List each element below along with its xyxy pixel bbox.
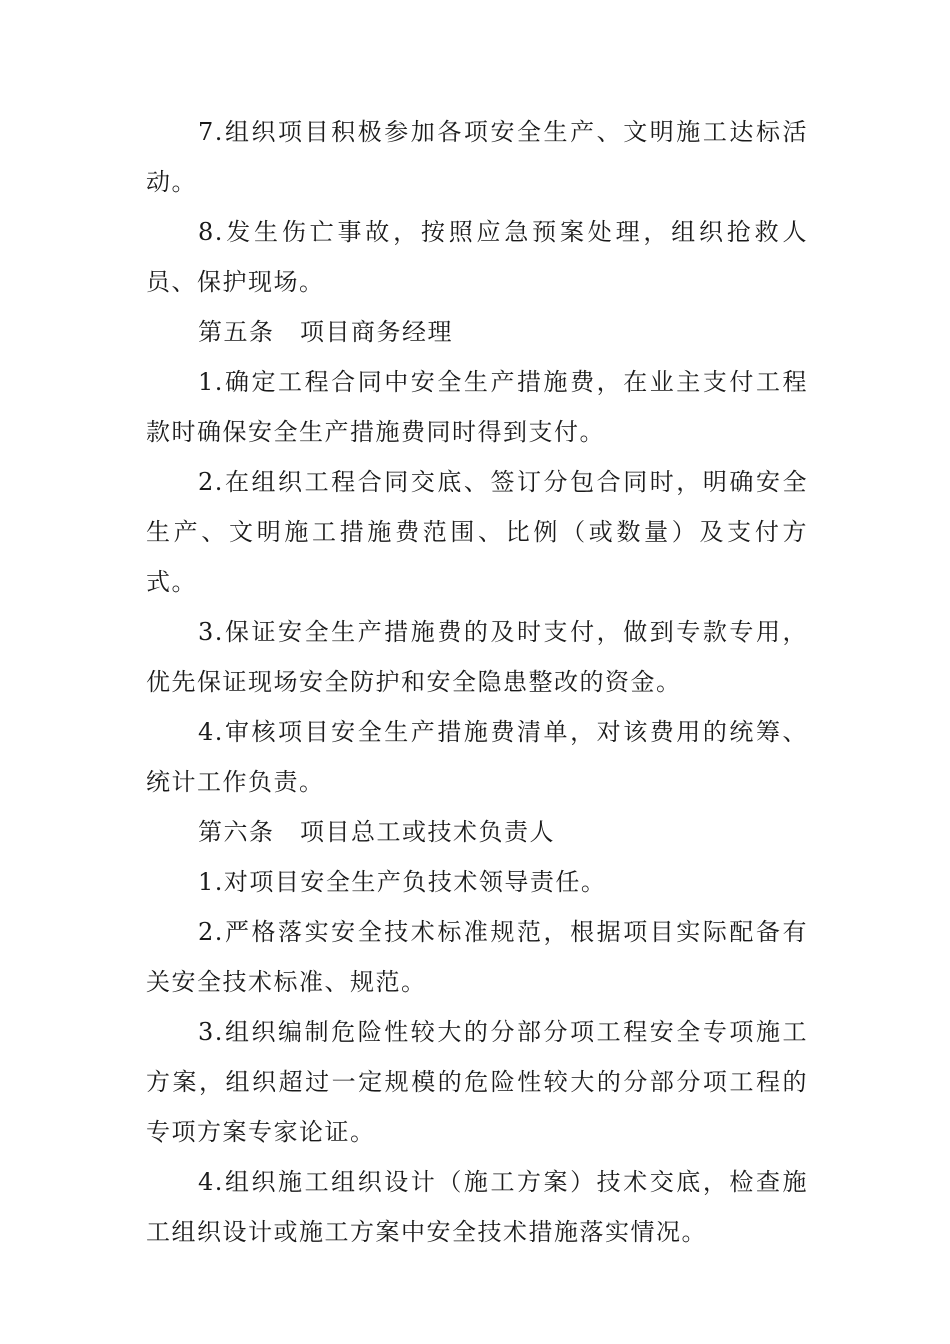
paragraph-item-3: 3.保证安全生产措施费的及时支付，做到专款专用，优先保证现场安全防护和安全隐患整改的资金。: [146, 618, 808, 696]
paragraph-item-1: 1.对项目安全生产负技术领导责任。: [198, 868, 607, 896]
document-body: [146, 107, 808, 1257]
paragraph-item-8: 8.发生伤亡事故，按照应急预案处理，组织抢救人员、保护现场。: [146, 218, 808, 296]
paragraph-item-7: 7.组织项目积极参加各项安全生产、文明施工达标活动。: [146, 118, 808, 196]
paragraph-item-2: 2.严格落实安全技术标准规范，根据项目实际配备有关安全技术标准、规范。: [146, 918, 808, 996]
paragraph-item-3: 3.组织编制危险性较大的分部分项工程安全专项施工方案，组织超过一定规模的危险性较大的分部分项工程的专项方案专家论证。: [146, 1018, 808, 1146]
paragraph-item-4: 4.组织施工组织设计（施工方案）技术交底，检查施工组织设计或施工方案中安全技术措施落实情况。: [146, 1168, 808, 1246]
section-heading-article-5: 第五条 项目商务经理: [198, 318, 453, 346]
paragraph-item-1: 1.确定工程合同中安全生产措施费，在业主支付工程款时确保安全生产措施费同时得到支付。: [146, 368, 808, 446]
section-heading-article-6: 第六条 项目总工或技术负责人: [198, 818, 555, 846]
paragraph-item-2: 2.在组织工程合同交底、签订分包合同时，明确安全生产、文明施工措施费范围、比例（或数量）及支付方式。: [146, 468, 808, 596]
paragraph-item-4: 4.审核项目安全生产措施费清单，对该费用的统筹、统计工作负责。: [146, 718, 808, 796]
